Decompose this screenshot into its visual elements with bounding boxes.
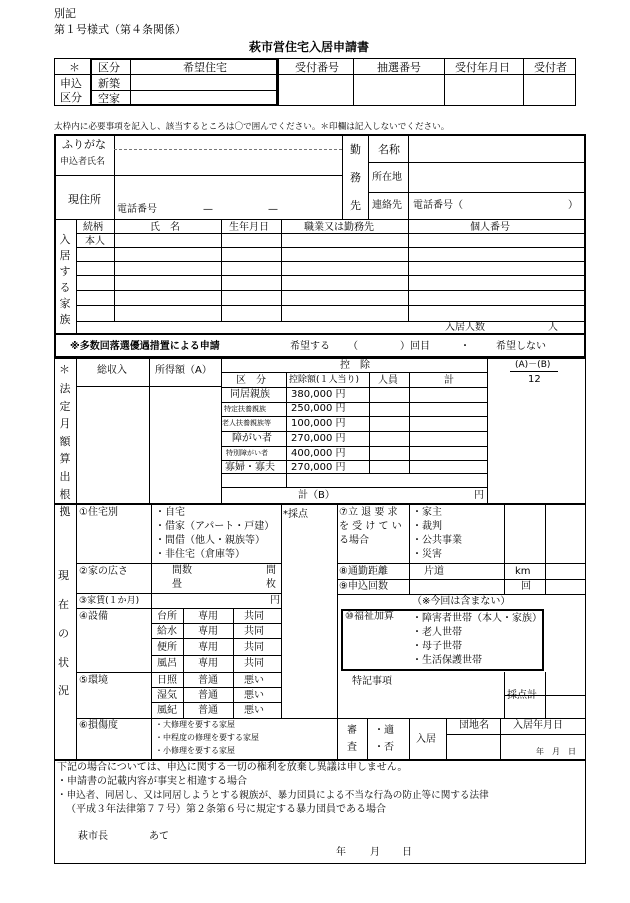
eviction-label-2: を 受 け て い bbox=[339, 521, 402, 532]
damage-label: ⑥損傷度 bbox=[79, 720, 118, 731]
status-vertical-1: 現 bbox=[58, 569, 69, 582]
sub-total: 計 bbox=[444, 375, 454, 386]
deduction-label-2: 特定扶養親族 bbox=[224, 405, 266, 413]
welfare-opt-2: ・老人世帯 bbox=[412, 627, 462, 638]
damage-opt-2: ・中程度の修理を要する家屋 bbox=[155, 733, 259, 742]
class-label: 区分 bbox=[60, 91, 82, 104]
work-name-label: 名称 bbox=[378, 143, 400, 156]
instruction-text: 太枠内に必要事項を記入し、該当するところは〇で囲んでください。＊印欄は記入しないでください。 bbox=[54, 122, 450, 132]
footer-item-2b: （平成３年法律第７７号）第２条第６号に規定する暴力団員である場合 bbox=[66, 804, 386, 815]
commute-one-way: 片道 bbox=[424, 566, 444, 577]
equip-private-3: 専用 bbox=[198, 642, 218, 653]
status-vertical-5: 況 bbox=[58, 684, 69, 697]
equip-label: ④設備 bbox=[79, 611, 108, 622]
eviction-label-3: る場合 bbox=[339, 535, 369, 546]
housing-opt-4: ・非住宅（倉庫等） bbox=[155, 549, 245, 560]
row-new: 新築 bbox=[98, 77, 120, 90]
equip-name-1: 台所 bbox=[157, 611, 177, 622]
housing-label: ①住宅別 bbox=[79, 507, 118, 518]
welfare-opt-4: ・生活保護世帯 bbox=[412, 655, 482, 666]
col-deduction: 控 除 bbox=[340, 360, 370, 371]
count-note: （※今回は含まない） bbox=[412, 596, 511, 607]
sub-amount: 控除額(１人当り) bbox=[289, 375, 360, 385]
ab-denominator: 12 bbox=[528, 374, 541, 385]
col-receipt-no: 受付番号 bbox=[295, 61, 339, 74]
env-bad-2: 悪い bbox=[244, 690, 264, 701]
review-char-2: 査 bbox=[347, 742, 357, 753]
total-b-label: 計（B） bbox=[298, 490, 335, 501]
special-notes-label: 特記事項 bbox=[352, 676, 392, 687]
col-receiver: 受付者 bbox=[534, 61, 567, 74]
col-birth: 生年月日 bbox=[229, 222, 269, 233]
review-char-1: 審 bbox=[347, 725, 357, 736]
total-b-yen: 円 bbox=[474, 490, 484, 501]
env-name-3: 風紀 bbox=[157, 705, 177, 716]
complex-name-label: 団地名 bbox=[459, 720, 489, 731]
date-year: 年 bbox=[336, 847, 346, 858]
equip-private-2: 専用 bbox=[198, 626, 218, 637]
phone-label: 電話番号 bbox=[117, 204, 157, 215]
col-kibou: 希望住宅 bbox=[183, 61, 227, 74]
deduction-amount-2: 250,000 円 bbox=[291, 403, 346, 414]
housing-opt-3: ・間借（他人・親族等） bbox=[155, 535, 265, 546]
multi-fail-wish: 希望する bbox=[290, 341, 330, 352]
work-address-label: 所在地 bbox=[372, 172, 402, 183]
phone-dash-2: — bbox=[268, 204, 278, 215]
status-vertical-3: の bbox=[58, 627, 69, 640]
housing-opt-2: ・借家（アパート・戸建） bbox=[155, 521, 275, 532]
count-unit: 回 bbox=[521, 581, 531, 592]
rent-unit: 円 bbox=[270, 595, 280, 606]
multi-fail-dot: ・ bbox=[460, 341, 470, 352]
env-normal-2: 普通 bbox=[198, 690, 218, 701]
deduction-label-1: 同居親族 bbox=[230, 389, 270, 400]
env-normal-3: 普通 bbox=[198, 705, 218, 716]
phone-dash-1: — bbox=[203, 204, 213, 215]
damage-opt-1: ・大修理を要する家屋 bbox=[155, 720, 235, 729]
eviction-opt-3: ・公共事業 bbox=[412, 535, 462, 546]
equip-name-4: 風呂 bbox=[157, 658, 177, 669]
address-label: 現住所 bbox=[68, 193, 101, 206]
main-frame bbox=[54, 134, 586, 358]
footer-lead: 下記の場合については、申込に関する一切の権利を放棄し異議は申しません。 bbox=[57, 762, 408, 773]
top-star: ＊ bbox=[69, 61, 80, 74]
family-count-label: 入居人数 bbox=[445, 322, 485, 333]
tatami-unit: 枚 bbox=[266, 579, 276, 590]
eviction-opt-4: ・災害 bbox=[412, 549, 442, 560]
commute-km: km bbox=[515, 566, 531, 577]
family-count-unit: 人 bbox=[548, 322, 558, 333]
col-name: 氏 名 bbox=[150, 222, 180, 233]
deduction-label-4: 障がい者 bbox=[232, 433, 272, 444]
env-name-1: 日照 bbox=[157, 675, 177, 686]
footer-item-1: ・申請書の記載内容が事実と相違する場合 bbox=[57, 776, 247, 787]
col-total-income: 総収入 bbox=[97, 365, 127, 376]
col-receipt-date: 受付年月日 bbox=[455, 61, 510, 74]
col-a-minus-b: (A)－(B) bbox=[515, 360, 551, 370]
deduction-label-3: 老人扶養親族等 bbox=[222, 419, 271, 427]
sub-kubun: 区 分 bbox=[236, 375, 266, 386]
env-normal-1: 普通 bbox=[198, 675, 218, 686]
col-personal-no: 個人番号 bbox=[470, 222, 510, 233]
furigana-label: ふりがな bbox=[62, 138, 106, 151]
count-label: ⑨申込回数 bbox=[339, 581, 388, 592]
income-star: ＊ bbox=[59, 363, 70, 376]
welfare-opt-1: ・障害者世帯（本人・家族） bbox=[412, 613, 542, 624]
damage-opt-3: ・小修理を要する家屋 bbox=[155, 746, 235, 755]
date-day: 日 bbox=[402, 847, 412, 858]
work-char-1: 勤 bbox=[350, 143, 361, 156]
col-lottery-no: 抽選番号 bbox=[377, 61, 421, 74]
first-relation: 本人 bbox=[85, 236, 105, 247]
size-label: ②家の広さ bbox=[79, 566, 128, 577]
date-month: 月 bbox=[370, 847, 380, 858]
env-bad-3: 悪い bbox=[244, 705, 264, 716]
move-date-ymd: 年 月 日 bbox=[536, 747, 576, 756]
col-income-a: 所得額（A） bbox=[155, 365, 212, 376]
work-phone-close: ） bbox=[568, 200, 578, 211]
move-date-label: 入居年月日 bbox=[513, 720, 563, 731]
rooms-label: 間数 bbox=[172, 565, 192, 576]
form-number: 第１号様式（第４条関係） bbox=[54, 23, 186, 36]
footer-item-2: ・申込者、同居し、又は同居しようとする親族が、暴力団員による不当な行為の防止等に関する法律 bbox=[57, 790, 489, 801]
col-job: 職業又は勤務先 bbox=[304, 222, 374, 233]
review-pass: ・適 bbox=[374, 725, 394, 736]
welfare-opt-3: ・母子世帯 bbox=[412, 641, 462, 652]
deduction-label-5: 特別障がい者 bbox=[226, 449, 268, 457]
env-label: ⑤環境 bbox=[79, 675, 108, 686]
commute-label: ⑧通勤距離 bbox=[339, 566, 388, 577]
mayor-label: 萩市長 bbox=[78, 831, 108, 842]
multi-fail-paren-open: （ bbox=[348, 341, 358, 352]
equip-name-2: 給水 bbox=[157, 626, 177, 637]
to-label: あて bbox=[149, 831, 169, 842]
equip-private-1: 専用 bbox=[198, 611, 218, 622]
multi-fail-paren-close: ）回目 bbox=[400, 341, 430, 352]
review-fail: ・否 bbox=[374, 742, 394, 753]
equip-name-3: 便所 bbox=[157, 642, 177, 653]
work-phone-label: 電話番号（ bbox=[413, 200, 463, 211]
eviction-opt-2: ・裁判 bbox=[412, 521, 442, 532]
deduction-label-6: 寡婦・寡夫 bbox=[225, 462, 275, 473]
deduction-amount-1: 380,000 円 bbox=[291, 389, 346, 400]
eviction-opt-1: ・家主 bbox=[412, 507, 442, 518]
work-contact-label: 連絡先 bbox=[372, 200, 402, 211]
multi-fail-no-wish: 希望しない bbox=[496, 341, 546, 352]
total-score-label: 採点計 bbox=[507, 690, 537, 701]
tatami-label: 畳 bbox=[172, 579, 182, 590]
deduction-amount-6: 270,000 円 bbox=[291, 462, 346, 473]
rent-label: ③家賃(１か月) bbox=[79, 596, 140, 606]
status-vertical-2: 在 bbox=[58, 598, 69, 611]
family-vertical-label: 入居する家族 bbox=[59, 233, 71, 326]
work-char-2: 務 bbox=[350, 171, 361, 184]
equip-shared-2: 共同 bbox=[244, 626, 264, 637]
income-vertical-label: 法定月額算出根拠 bbox=[59, 382, 71, 519]
welfare-label: ⑩福祉加算 bbox=[345, 611, 394, 622]
env-name-2: 湿気 bbox=[157, 690, 177, 701]
applicant-name-label: 申込者氏名 bbox=[60, 157, 106, 167]
apply-label: 申込 bbox=[60, 77, 82, 90]
score-label: *採点 bbox=[283, 509, 308, 520]
deduction-amount-3: 100,000 円 bbox=[291, 418, 346, 429]
col-relation: 続柄 bbox=[83, 222, 103, 233]
sub-persons: 人員 bbox=[378, 375, 398, 386]
page-title: 萩市営住宅入居申請書 bbox=[249, 40, 370, 54]
deduction-amount-4: 270,000 円 bbox=[291, 433, 346, 444]
equip-private-4: 専用 bbox=[198, 658, 218, 669]
annex-label: 別記 bbox=[54, 7, 76, 20]
housing-opt-1: ・自宅 bbox=[155, 507, 185, 518]
deduction-amount-5: 400,000 円 bbox=[291, 448, 346, 459]
equip-shared-1: 共同 bbox=[244, 611, 264, 622]
multi-fail-label: ※多数回落選優遇措置による申請 bbox=[70, 341, 220, 352]
move-in-label: 入居 bbox=[416, 734, 436, 745]
eviction-label-1: ⑦立 退 要 求 bbox=[339, 507, 398, 518]
equip-shared-4: 共同 bbox=[244, 658, 264, 669]
rooms-unit: 間 bbox=[266, 565, 276, 576]
env-bad-1: 悪い bbox=[244, 675, 264, 686]
row-vacant: 空家 bbox=[98, 92, 120, 105]
work-char-3: 先 bbox=[350, 199, 361, 212]
status-vertical-4: 状 bbox=[58, 656, 69, 669]
equip-shared-3: 共同 bbox=[244, 642, 264, 653]
col-kubun: 区分 bbox=[98, 61, 120, 74]
